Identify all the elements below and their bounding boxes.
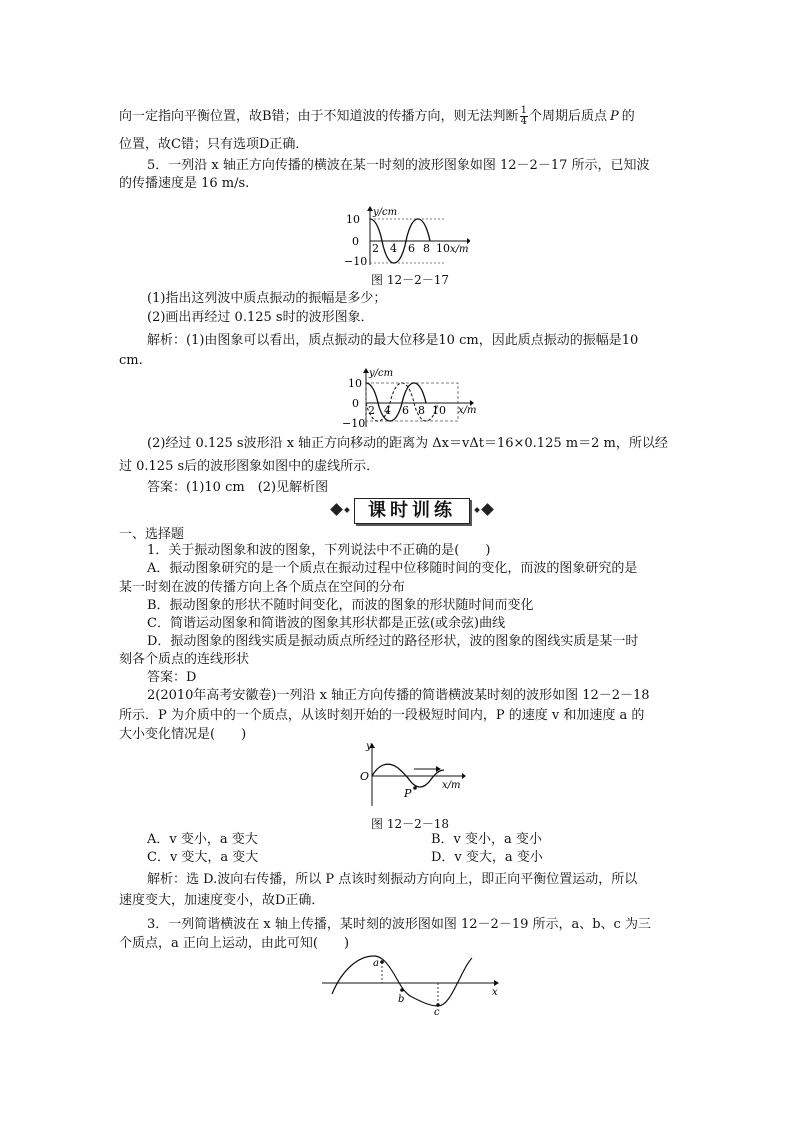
diamond-icon	[330, 503, 343, 516]
point-p-marker	[413, 786, 417, 790]
analysis-line: 解析：(1)由图象可以看出，质点振动的最大位移是10 cm，因此质点振动的振幅是10	[147, 333, 639, 348]
text-line: 位置，故C错；只有选项D正确．	[119, 137, 309, 152]
x-axis-label: x/m	[458, 405, 477, 416]
figure-caption: 图 12－2－17	[371, 273, 449, 287]
x-axis-label: x/m	[450, 244, 469, 255]
x-tick-8: 8	[418, 404, 425, 417]
question-2-stem-cont: 所示．P 为介质中的一个质点，从该时刻开始的一段极短时间内，P 的速度 v 和加速度 a 的	[119, 708, 645, 723]
fraction-one-quarter	[520, 106, 528, 127]
question-2-stem-cont: 大小变化情况是( )	[119, 727, 247, 742]
point-b-marker	[400, 988, 404, 992]
y-axis-label: y/cm	[373, 207, 398, 218]
fraction-denominator: 4	[520, 116, 527, 127]
question-2-option-b: B．v 变小，a 变小	[431, 832, 542, 847]
point-c-label: c	[434, 1007, 440, 1016]
y-tick-zero: 0	[352, 397, 359, 410]
figure-caption: 图 12－2－18	[371, 817, 449, 831]
y-tick-top: 10	[346, 213, 360, 226]
shifted-wave-figure	[340, 367, 480, 429]
point-p-label: P	[404, 787, 412, 800]
x-tick-4: 4	[384, 404, 391, 417]
question-2-option-d: D．v 变大，a 变小	[431, 850, 543, 865]
x-tick-10: 10	[432, 404, 446, 417]
x-tick-4: 4	[390, 242, 397, 255]
y-axis-label: y	[366, 741, 372, 752]
answer-line: 答案：(1)10 cm (2)见解析图	[147, 480, 329, 495]
section-heading: 一、选择题	[119, 527, 185, 542]
question-1-option-d-cont: 刻各个质点的连线形状	[119, 652, 250, 667]
y-tick-bottom: −10	[342, 417, 366, 429]
x-tick-6: 6	[408, 242, 415, 255]
x-tick-6: 6	[402, 404, 409, 417]
wave-figure-12-2-19	[318, 950, 504, 1016]
question-1-option-d: D．振动图象的图线实质是振动质点所经过的路径形状，波的图象的图线实质是某一时	[147, 634, 639, 649]
question-1-stem: 1．关于振动图象和波的图象，下列说法中不正确的是( )	[147, 543, 491, 558]
y-tick-bottom: −10	[344, 255, 368, 267]
question-5-part-2: (2)画出再经过 0.125 s时的波形图象．	[147, 310, 374, 325]
text-line	[119, 106, 635, 127]
x-axis-arrow	[494, 980, 499, 986]
question-1-option-c: C．简谐运动图象和简谐波的图象其形状都是正弦(或余弦)曲线	[147, 616, 506, 631]
analysis-line: 解析：选 D.波向右传播，所以 P 点该时刻振动方向向上，即正向平衡位置运动，所以	[147, 872, 638, 887]
question-2-option-c: C．v 变大，a 变大	[147, 850, 259, 865]
y-tick-zero: 0	[352, 235, 359, 248]
question-1-option-b: B．振动图象的形状不随时间变化，而波的图象的形状随时间而变化	[147, 598, 534, 613]
point-a-label: a	[373, 958, 379, 969]
question-1-option-a: A．振动图象研究的是一个质点在振动过程中位移随时间的变化，而波的图象研究的是	[147, 561, 638, 576]
question-5-stem-cont: 的传播速度是 16 m/s.	[119, 176, 250, 191]
x-tick-2: 2	[368, 404, 375, 417]
point-a-marker	[380, 960, 384, 964]
banner-title: 课时训练	[354, 498, 470, 524]
y-axis-label: y/cm	[369, 368, 394, 379]
point-b-label: b	[398, 994, 405, 1005]
x-axis-label: x/m	[442, 780, 461, 791]
answer-line: 答案：D	[147, 670, 197, 685]
x-tick-10: 10	[436, 242, 450, 255]
wave-figure-12-2-18	[352, 740, 470, 808]
question-1-option-a-cont: 某一时刻在波的传播方向上各个质点在空间的分布	[119, 580, 406, 595]
text-segment: 向一定指向平衡位置，故B错；由于不知道波的传播方向，则无法判断	[119, 109, 519, 124]
analysis-line: 过 0.125 s后的波形图象如图中的虚线所示．	[119, 459, 380, 474]
text-segment: P	[609, 109, 619, 124]
x-axis-label: x	[492, 987, 498, 998]
x-tick-8: 8	[423, 242, 430, 255]
analysis-line: 速度变大，加速度变小，故D正确．	[119, 893, 325, 908]
text-segment: 的	[621, 109, 635, 124]
dot-icon	[344, 507, 350, 513]
question-2-stem: 2(2010年高考安徽卷)一列沿 x 轴正方向传播的简谐横波某时刻的波形如图 12－2－18	[147, 688, 650, 703]
question-5-part-1: (1)指出这列波中质点振动的振幅是多少；	[147, 291, 387, 306]
question-5-stem: 5．一列沿 x 轴正方向传播的横波在某一时刻的波形图象如图 12－2－17 所示，已知波	[147, 158, 650, 173]
dot-icon	[474, 507, 480, 513]
question-3-stem: 3．一列简谐横波在 x 轴上传播，某时刻的波形图如图 12－2－19 所示，a、b、c 为三	[147, 917, 651, 932]
wave-figure-12-2-17	[340, 205, 470, 267]
analysis-line: (2)经过 0.125 s波形沿 x 轴正方向移动的距离为 Δx＝vΔt＝16×0.125 m＝2 m，所以经	[147, 436, 668, 451]
analysis-line: cm.	[119, 353, 143, 368]
question-2-option-a: A．v 变小，a 变大	[147, 832, 258, 847]
x-axis-arrow	[462, 773, 466, 779]
origin-label: O	[360, 770, 370, 783]
text-segment: 个周期后质点	[528, 109, 607, 124]
x-tick-2: 2	[372, 242, 379, 255]
wave-curve-original	[366, 383, 426, 421]
diamond-icon	[481, 503, 494, 516]
question-3-stem-cont: 个质点，a 正向上运动，由此可知( )	[119, 936, 350, 951]
y-tick-top: 10	[348, 377, 362, 390]
fraction-numerator: 1	[520, 105, 527, 116]
section-banner	[330, 498, 494, 524]
